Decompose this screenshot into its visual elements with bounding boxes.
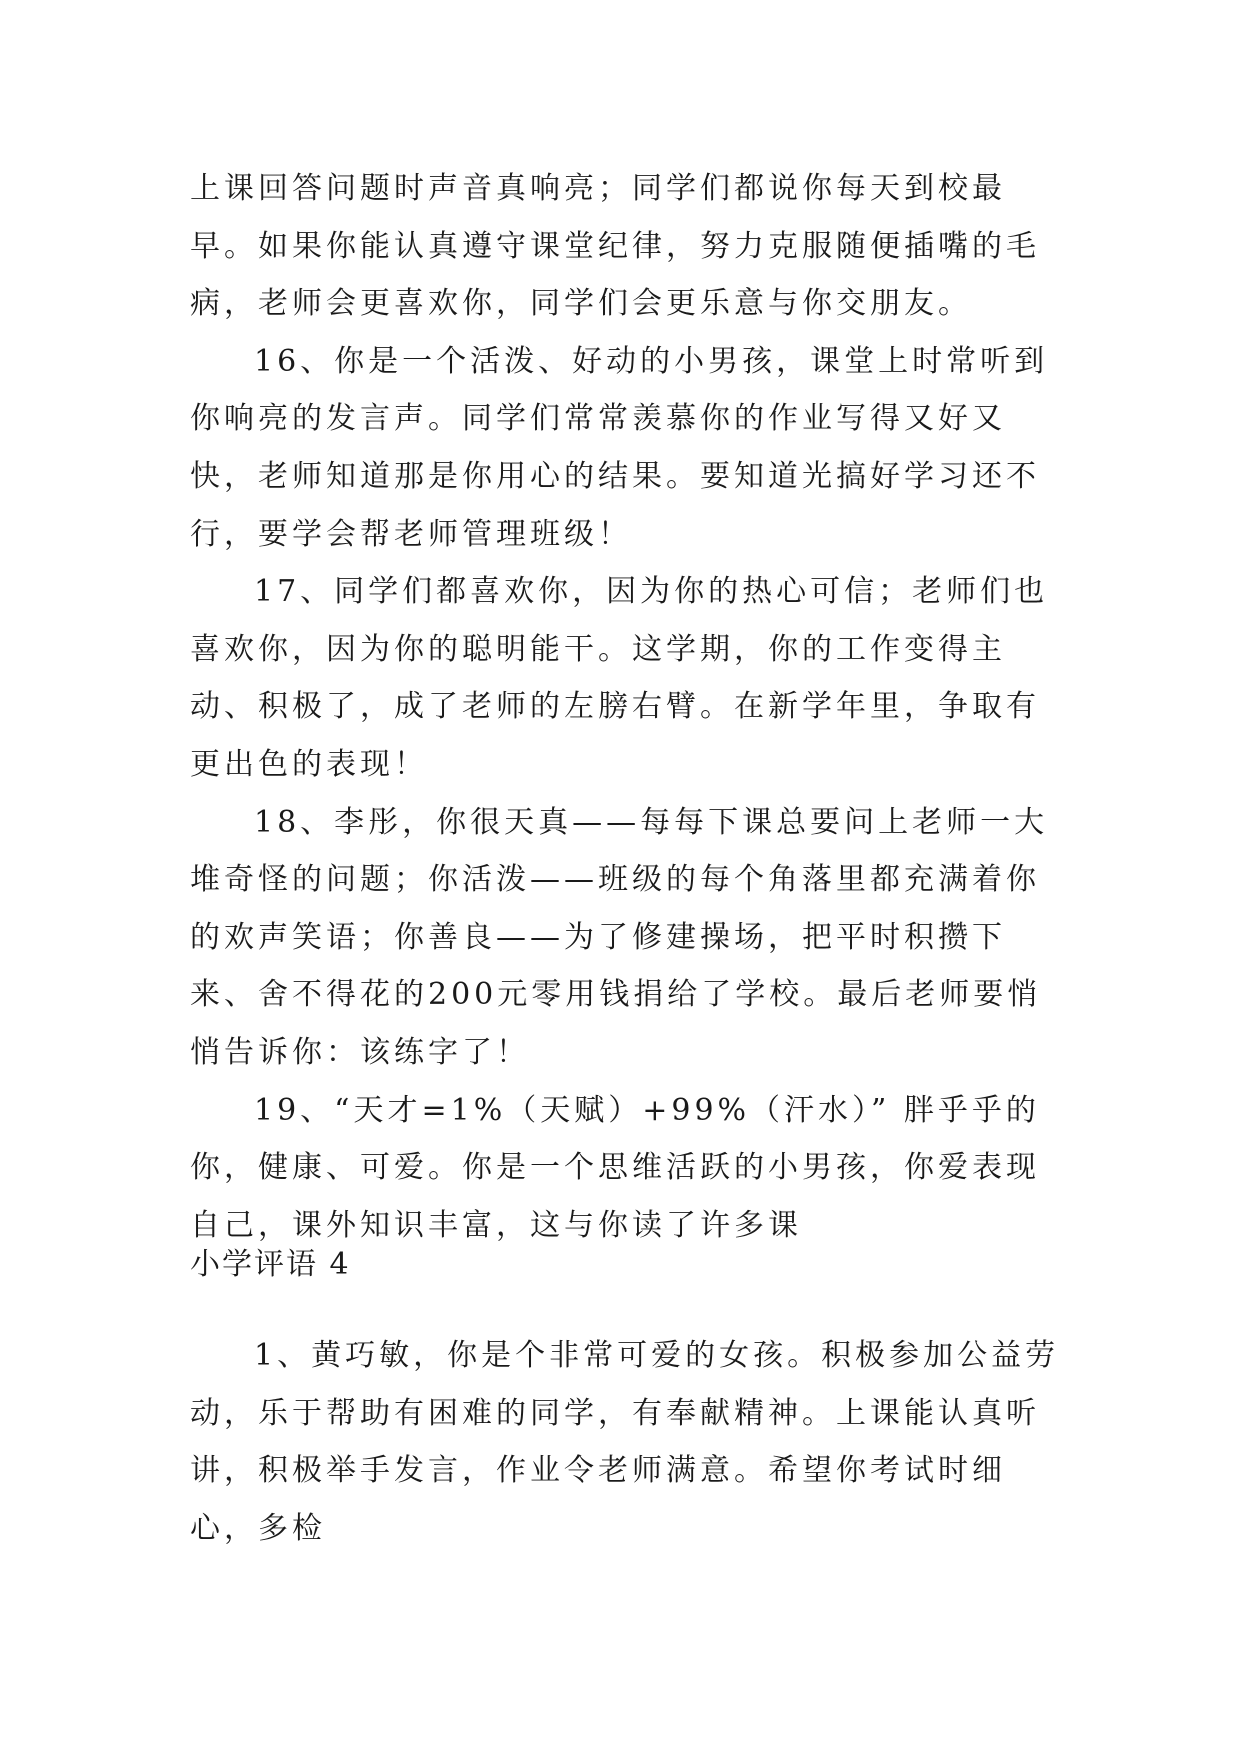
paragraph-1: 1、黄巧敏，你是个非常可爱的女孩。积极参加公益劳动，乐于帮助有困难的同学，有奉献精神。上课能认真听讲，积极举手发言，作业令老师满意。希望你考试时细心，多检 [190,1338,1060,1546]
section-heading: 小学评语 4 [190,1247,351,1282]
text-block-top [190,160,1060,1254]
paragraph-16: 16、你是一个活泼、好动的小男孩，课堂上时常听到你响亮的发言声。同学们常常羡慕你的作业写得又好又快，老师知道那是你用心的结果。要知道光搞好学习还不行，要学会帮老师管理班级！ [190,343,1049,552]
paragraph-18: 18、李彤，你很天真——每每下课总要问上老师一大堆奇怪的问题；你活泼——班级的每个角落里都充满着你的欢声笑语；你善良——为了修建操场，把平时积攒下来、舍不得花的200元零用钱捐给了学校。最后老师要悄悄告诉你：该练字了！ [190,804,1049,1070]
paragraph-continuation: 上课回答问题时声音真响亮；同学们都说你每天到校最早。如果你能认真遵守课堂纪律，努力克服随便插嘴的毛病，老师会更喜欢你，同学们会更乐意与你交朋友。 [190,171,1040,322]
paragraph-17: 17、同学们都喜欢你，因为你的热心可信；老师们也喜欢你，因为你的聪明能干。这学期，你的工作变得主动、积极了，成了老师的左膀右臂。在新学年里，争取有更出色的表现！ [190,574,1049,782]
paragraph-19: 19、“天才=1%（天赋）+99%（汗水）” 胖乎乎的你，健康、可爱。你是一个思维活跃的小男孩，你爱表现自己，课外知识丰富，这与你读了许多课 [190,1092,1040,1243]
text-block-bottom [190,1327,1060,1557]
